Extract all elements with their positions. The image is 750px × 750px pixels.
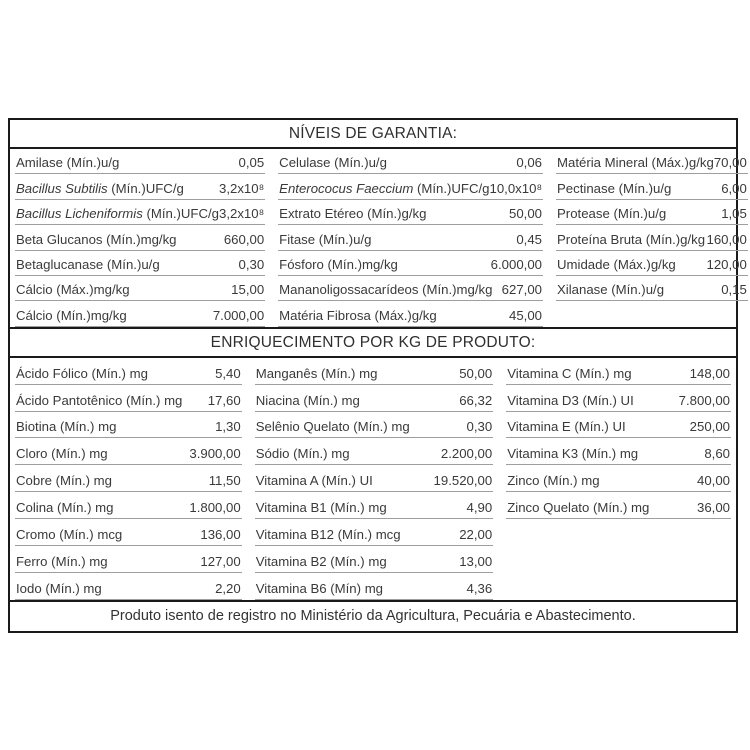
row-value: 4,90	[466, 500, 493, 516]
row-value: 2,20	[215, 580, 241, 596]
row-label-text: Betaglucanase (Mín.)u/g	[16, 256, 160, 272]
table-row	[556, 225, 748, 250]
row-value: 148,00	[689, 365, 730, 381]
row-label-text: Zinco (Mín.) mg	[507, 473, 600, 489]
row-label	[279, 206, 426, 221]
guarantee-levels-title: NÍVEIS DE GARANTIA:	[10, 120, 736, 149]
row-label-text: Cálcio (Máx.)mg/kg	[16, 282, 130, 298]
row-label	[16, 393, 182, 408]
row-label-text: Pectinase (Mín.)u/g	[557, 180, 672, 196]
enrichment-column-3	[506, 358, 731, 600]
table-row	[15, 276, 265, 301]
row-label	[256, 366, 378, 381]
table-row	[15, 546, 242, 573]
row-value: 250,00	[689, 419, 730, 435]
row-label-text: Cálcio (Mín.)mg/kg	[16, 307, 127, 323]
row-label-text: Fitase (Mín.)u/g	[279, 231, 372, 247]
row-label-text: (Mín.)UFC/g	[142, 206, 219, 222]
row-label-text: Vitamina K3 (Mín.) mg	[507, 446, 639, 462]
table-row	[278, 200, 543, 225]
row-label	[557, 257, 676, 272]
enrichment-table	[10, 358, 736, 600]
row-label-text: Proteína Bruta (Mín.)g/kg	[557, 231, 706, 247]
row-label-text: Mananoligossacarídeos (Mín.)mg/kg	[279, 282, 493, 298]
row-label-text: Cloro (Mín.) mg	[16, 446, 108, 462]
row-value: 660,00	[223, 231, 265, 247]
row-label	[16, 419, 116, 434]
row-label	[16, 232, 177, 247]
table-row	[278, 251, 543, 276]
row-value: 45,00	[509, 307, 543, 323]
row-value: 50,00	[459, 365, 493, 381]
table-row	[15, 174, 265, 199]
row-label	[557, 282, 664, 297]
row-label-text: Sódio (Mín.) mg	[255, 446, 350, 462]
table-row	[506, 358, 731, 385]
row-value: 4,36	[466, 580, 493, 596]
row-label-text: Vitamina B12 (Mín.) mcg	[255, 526, 401, 542]
row-value: 0,05	[238, 155, 265, 171]
table-row	[255, 438, 493, 465]
table-row	[506, 465, 731, 492]
row-label	[507, 473, 599, 488]
row-label	[557, 232, 705, 247]
row-label-text: (Mín.)UFC/g	[107, 180, 184, 196]
row-label	[16, 181, 184, 196]
row-label	[256, 581, 383, 596]
row-value: 0,30	[466, 419, 493, 435]
row-label	[557, 206, 666, 221]
row-label-text: Matéria Fibrosa (Máx.)g/kg	[279, 307, 437, 323]
row-label-text: Iodo (Mín.) mg	[16, 580, 102, 596]
table-row	[255, 573, 493, 600]
row-value: 40,00	[696, 473, 730, 489]
row-label-text: Fósforo (Mín.)mg/kg	[279, 256, 398, 272]
row-label-text: Vitamina E (Mín.) UI	[507, 419, 626, 435]
row-label-text: Niacina (Mín.) mg	[255, 392, 360, 408]
row-label	[256, 554, 387, 569]
row-label-text: Protease (Mín.)u/g	[557, 206, 667, 222]
row-value: 2.200,00	[440, 446, 493, 462]
row-label-text: Ácido Fólico (Mín.) mg	[16, 365, 148, 381]
table-row	[15, 225, 265, 250]
row-value: 0,06	[516, 155, 543, 171]
row-label	[16, 446, 108, 461]
enrichment-column-1	[15, 358, 242, 600]
row-value: 160,00	[706, 231, 747, 247]
row-label	[16, 257, 160, 272]
row-value: 7.800,00	[678, 392, 730, 408]
row-label-text: Xilanase (Mín.)u/g	[557, 282, 665, 298]
row-label	[256, 500, 387, 515]
row-label	[256, 446, 350, 461]
row-value: 17,60	[207, 392, 241, 408]
row-value: 66,32	[459, 392, 493, 408]
row-label-text: Vitamina B6 (Mín) mg	[255, 580, 384, 596]
row-label	[507, 419, 625, 434]
row-value: 1,30	[215, 419, 241, 435]
row-label-text: Vitamina C (Mín.) mg	[507, 365, 632, 381]
table-row	[556, 149, 748, 174]
table-row	[278, 174, 543, 199]
row-value: 70,00	[713, 155, 747, 171]
row-value: 11,50	[208, 473, 241, 489]
row-label-text: Colina (Mín.) mg	[16, 500, 114, 516]
row-label-text: Cromo (Mín.) mcg	[16, 526, 123, 542]
row-value: 22,00	[459, 526, 493, 542]
row-value: 15,00	[231, 282, 265, 298]
table-row	[255, 412, 493, 439]
guarantee-column-1	[15, 149, 265, 327]
row-label-italic: Enterococus Faeccium	[279, 180, 414, 196]
table-row	[506, 385, 731, 412]
row-label-text: Extrato Etéreo (Mín.)g/kg	[279, 206, 427, 222]
row-label-text: Selênio Quelato (Mín.) mg	[255, 419, 410, 435]
table-row	[15, 438, 242, 465]
row-label	[256, 419, 410, 434]
row-value: 0,45	[516, 231, 543, 247]
table-row	[255, 385, 493, 412]
guarantee-column-2	[278, 149, 543, 327]
row-label-italic: Bacillus Licheniformis	[16, 206, 143, 222]
row-value: 1.800,00	[189, 500, 241, 516]
table-row	[506, 492, 731, 519]
row-label	[507, 446, 638, 461]
table-row	[15, 573, 242, 600]
row-label	[256, 393, 360, 408]
row-label	[16, 308, 127, 323]
row-label-text: Celulase (Mín.)u/g	[279, 155, 387, 171]
table-row	[506, 412, 731, 439]
row-label-text: Ferro (Mín.) mg	[16, 553, 108, 569]
row-label-text: Zinco Quelato (Mín.) mg	[507, 500, 650, 516]
table-row	[15, 301, 265, 326]
table-row	[255, 358, 493, 385]
row-label	[557, 181, 671, 196]
row-label	[256, 473, 373, 488]
row-label	[256, 527, 401, 542]
table-row	[15, 465, 242, 492]
row-value: 3,2x10⁸	[219, 206, 265, 222]
guarantee-levels-table	[10, 149, 747, 327]
row-value: 136,00	[200, 526, 241, 542]
table-row	[255, 519, 493, 546]
table-row	[278, 225, 543, 250]
row-value: 8,60	[704, 446, 730, 462]
table-row	[556, 276, 748, 301]
row-value: 120,00	[706, 256, 747, 272]
row-value: 3.900,00	[189, 446, 241, 462]
row-label-text: Beta Glucanos (Mín.)mg/kg	[16, 231, 177, 247]
row-label-italic: Bacillus Subtilis	[16, 180, 108, 196]
row-label	[279, 282, 492, 297]
row-value: 13,00	[459, 553, 493, 569]
row-value: 19.520,00	[433, 473, 493, 489]
enrichment-column-2	[255, 358, 493, 600]
row-label	[507, 500, 649, 515]
table-row	[255, 465, 493, 492]
enrichment-title: ENRIQUECIMENTO POR KG DE PRODUTO:	[10, 327, 736, 358]
row-label	[279, 181, 489, 196]
table-row	[15, 385, 242, 412]
table-row	[15, 412, 242, 439]
row-label-text: Amilase (Mín.)u/g	[16, 155, 120, 171]
row-label	[16, 282, 130, 297]
row-label-text: Vitamina D3 (Mín.) UI	[507, 392, 634, 408]
row-label-text: Vitamina A (Mín.) UI	[255, 473, 373, 489]
table-row	[255, 492, 493, 519]
row-value: 10,0x10⁸	[489, 180, 543, 196]
row-label-text: (Mín.)UFC/g	[413, 180, 490, 196]
product-label-panel	[8, 118, 747, 633]
table-row	[15, 251, 265, 276]
row-label	[16, 366, 148, 381]
row-label	[16, 500, 113, 515]
row-label-text: Manganês (Mín.) mg	[255, 365, 378, 381]
row-label-text: Vitamina B2 (Mín.) mg	[255, 553, 387, 569]
row-label	[279, 257, 398, 272]
row-label-text: Vitamina B1 (Mín.) mg	[255, 500, 387, 516]
table-row	[278, 149, 543, 174]
table-row	[15, 492, 242, 519]
row-label	[16, 581, 102, 596]
row-value: 0,15	[721, 282, 747, 298]
row-label	[279, 308, 437, 323]
row-label	[16, 527, 122, 542]
table-row	[556, 200, 748, 225]
row-label-text: Biotina (Mín.) mg	[16, 419, 117, 435]
table-row	[15, 149, 265, 174]
row-label	[279, 232, 371, 247]
row-label	[16, 554, 108, 569]
row-value: 36,00	[696, 500, 730, 516]
row-value: 627,00	[501, 282, 543, 298]
row-value: 6.000,00	[490, 256, 543, 272]
row-value: 50,00	[509, 206, 543, 222]
table-row	[15, 200, 265, 225]
row-label-text: Cobre (Mín.) mg	[16, 473, 112, 489]
table-row	[556, 251, 748, 276]
row-label-text: Ácido Pantotênico (Mín.) mg	[16, 392, 183, 408]
row-label	[507, 366, 631, 381]
row-value: 7.000,00	[212, 307, 265, 323]
row-value: 1,05	[721, 206, 747, 222]
row-value: 127,00	[200, 553, 241, 569]
table-row	[556, 174, 748, 199]
row-label	[16, 155, 119, 170]
row-value: 3,2x10⁸	[219, 180, 265, 196]
row-label	[279, 155, 387, 170]
row-value: 0,30	[238, 256, 265, 272]
table-row	[278, 276, 543, 301]
table-row	[15, 519, 242, 546]
table-row	[15, 358, 242, 385]
row-value: 6,00	[721, 180, 747, 196]
row-label	[557, 155, 714, 170]
row-label	[16, 206, 219, 221]
table-row	[278, 301, 543, 326]
row-label-text: Umidade (Máx.)g/kg	[557, 256, 676, 272]
row-value: 5,40	[215, 365, 241, 381]
table-row	[255, 546, 493, 573]
table-row	[506, 438, 731, 465]
row-label-text: Matéria Mineral (Máx.)g/kg	[557, 155, 714, 171]
guarantee-column-3	[556, 149, 748, 327]
row-label	[507, 393, 634, 408]
registration-exemption-note: Produto isento de registro no Ministério da Agricultura, Pecuária e Abastecimento.	[10, 600, 736, 631]
row-label	[16, 473, 112, 488]
